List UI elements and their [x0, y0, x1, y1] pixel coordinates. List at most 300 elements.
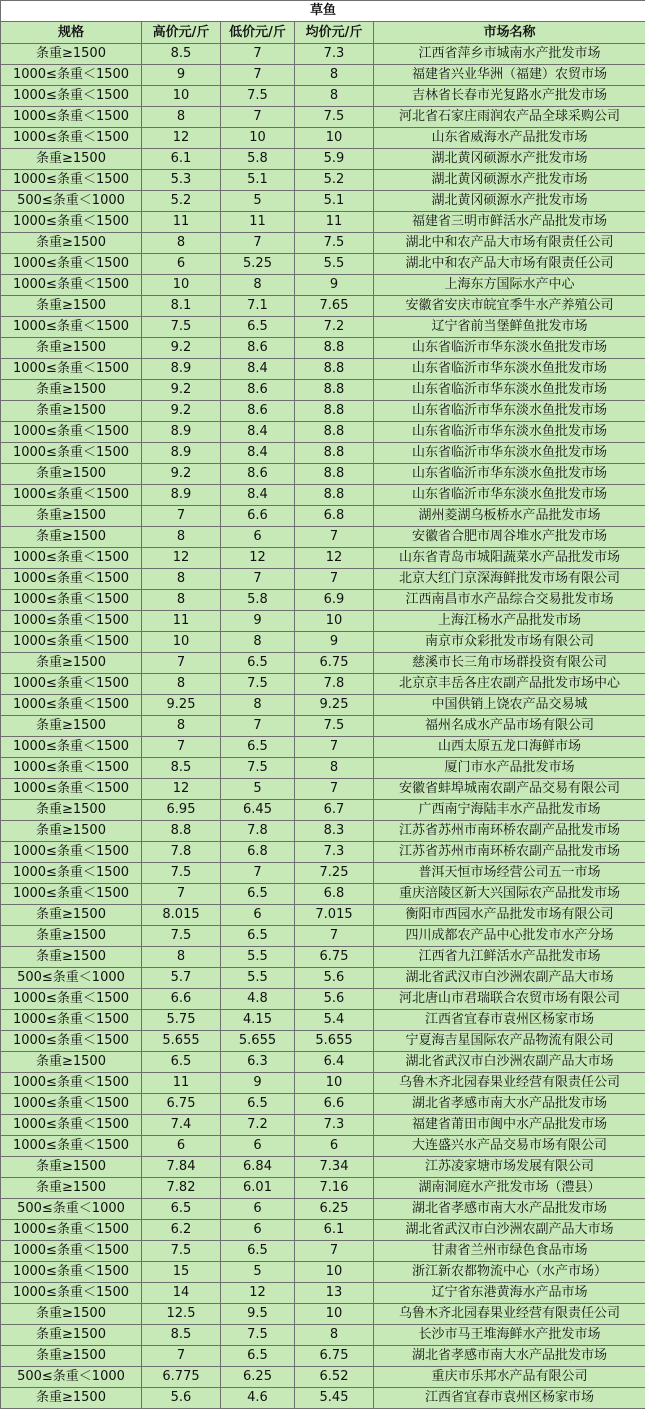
cell-market: 上海东方国际水产中心: [374, 275, 645, 296]
cell-low-price: 4.15: [221, 1010, 295, 1031]
cell-spec: 条重≥1500: [1, 821, 142, 842]
cell-market: 江苏省苏州市南环桥农副产品批发市场: [374, 842, 645, 863]
cell-high-price: 8.8: [142, 821, 221, 842]
cell-spec: 1000≤条重＜1500: [1, 863, 142, 884]
header-spec: 规格: [1, 22, 142, 44]
cell-avg-price: 9: [295, 275, 374, 296]
cell-avg-price: 6.75: [295, 947, 374, 968]
cell-spec: 条重≥1500: [1, 653, 142, 674]
table-row: [1, 674, 645, 695]
cell-market: 湖北黄冈硕源水产批发市场: [374, 191, 645, 212]
cell-low-price: 5.25: [221, 254, 295, 275]
cell-market: 湖北省孝感市南大水产品批发市场: [374, 1199, 645, 1220]
cell-spec: 1000≤条重＜1500: [1, 737, 142, 758]
table-row: [1, 233, 645, 254]
cell-avg-price: 8.8: [295, 338, 374, 359]
cell-low-price: 5.5: [221, 947, 295, 968]
cell-avg-price: 8.8: [295, 464, 374, 485]
cell-spec: 500≤条重＜1000: [1, 1367, 142, 1388]
cell-high-price: 5.6: [142, 1388, 221, 1409]
cell-low-price: 6.5: [221, 317, 295, 338]
cell-high-price: 15: [142, 1262, 221, 1283]
cell-high-price: 6.6: [142, 989, 221, 1010]
table-row: [1, 1010, 645, 1031]
cell-avg-price: 11: [295, 212, 374, 233]
table-row: [1, 947, 645, 968]
cell-spec: 1000≤条重＜1500: [1, 674, 142, 695]
cell-low-price: 6: [221, 1220, 295, 1241]
cell-market: 山东省威海水产品批发市场: [374, 128, 645, 149]
cell-avg-price: 8: [295, 758, 374, 779]
cell-market: 山东省青岛市城阳蔬菜水产品批发市场: [374, 548, 645, 569]
cell-low-price: 4.6: [221, 1388, 295, 1409]
cell-low-price: 8: [221, 275, 295, 296]
cell-avg-price: 5.4: [295, 1010, 374, 1031]
cell-low-price: 7.5: [221, 1325, 295, 1346]
table-row: [1, 968, 645, 989]
cell-low-price: 6.5: [221, 1241, 295, 1262]
table-row: [1, 1178, 645, 1199]
cell-market: 安徽省蚌埠城南农副产品交易有限公司: [374, 779, 645, 800]
cell-low-price: 7: [221, 44, 295, 65]
cell-market: 湖北中和农产品大市场有限责任公司: [374, 233, 645, 254]
cell-market: 江西省宜春市袁州区杨家市场: [374, 1388, 645, 1409]
table-row: [1, 1052, 645, 1073]
cell-market: 山东省临沂市华东淡水鱼批发市场: [374, 401, 645, 422]
table-row: [1, 1199, 645, 1220]
cell-high-price: 9.25: [142, 695, 221, 716]
table-row: [1, 905, 645, 926]
cell-market: 湖北中和农产品大市场有限责任公司: [374, 254, 645, 275]
cell-avg-price: 6.75: [295, 653, 374, 674]
cell-market: 中国供销上饶农产品交易城: [374, 695, 645, 716]
cell-market: 安徽省合肥市周谷堆水产批发市场: [374, 527, 645, 548]
cell-high-price: 7: [142, 737, 221, 758]
cell-avg-price: 7: [295, 926, 374, 947]
table-row: [1, 527, 645, 548]
cell-high-price: 6.5: [142, 1199, 221, 1220]
cell-avg-price: 6.7: [295, 800, 374, 821]
cell-high-price: 8: [142, 569, 221, 590]
cell-low-price: 8.4: [221, 485, 295, 506]
cell-high-price: 8: [142, 674, 221, 695]
cell-market: 福建省三明市鲜活水产品批发市场: [374, 212, 645, 233]
table-row: [1, 1346, 645, 1367]
cell-market: 福建省兴业华洲（福建）农贸市场: [374, 65, 645, 86]
cell-avg-price: 7.65: [295, 296, 374, 317]
cell-spec: 1000≤条重＜1500: [1, 611, 142, 632]
table-row: [1, 590, 645, 611]
cell-market: 南京市众彩批发市场有限公司: [374, 632, 645, 653]
cell-high-price: 9.2: [142, 338, 221, 359]
cell-high-price: 12: [142, 779, 221, 800]
cell-market: 湖北省孝感市南大水产品批发市场: [374, 1094, 645, 1115]
cell-low-price: 8.6: [221, 401, 295, 422]
cell-high-price: 6.1: [142, 149, 221, 170]
table-row: [1, 632, 645, 653]
table-row: [1, 695, 645, 716]
cell-spec: 条重≥1500: [1, 44, 142, 65]
cell-spec: 1000≤条重＜1500: [1, 422, 142, 443]
cell-spec: 1000≤条重＜1500: [1, 65, 142, 86]
cell-avg-price: 8.3: [295, 821, 374, 842]
cell-high-price: 10: [142, 275, 221, 296]
cell-high-price: 8.9: [142, 443, 221, 464]
cell-high-price: 10: [142, 632, 221, 653]
cell-market: 山东省临沂市华东淡水鱼批发市场: [374, 485, 645, 506]
table-row: [1, 506, 645, 527]
table-row: [1, 464, 645, 485]
cell-spec: 1000≤条重＜1500: [1, 989, 142, 1010]
table-row: [1, 863, 645, 884]
cell-market: 江苏省苏州市南环桥农副产品批发市场: [374, 821, 645, 842]
cell-high-price: 8: [142, 233, 221, 254]
cell-market: 湖南洞庭水产批发市场（澧县）: [374, 1178, 645, 1199]
cell-spec: 1000≤条重＜1500: [1, 359, 142, 380]
cell-avg-price: 5.45: [295, 1388, 374, 1409]
cell-spec: 1000≤条重＜1500: [1, 1241, 142, 1262]
table-row: [1, 149, 645, 170]
table-row: [1, 1073, 645, 1094]
cell-spec: 条重≥1500: [1, 1388, 142, 1409]
cell-low-price: 6.3: [221, 1052, 295, 1073]
table-row: [1, 317, 645, 338]
cell-low-price: 5.8: [221, 149, 295, 170]
cell-high-price: 7: [142, 653, 221, 674]
table-row: [1, 779, 645, 800]
cell-market: 甘肃省兰州市绿色食品市场: [374, 1241, 645, 1262]
table-row: [1, 569, 645, 590]
table-row: [1, 1388, 645, 1409]
table-row: [1, 1304, 645, 1325]
cell-low-price: 5: [221, 1262, 295, 1283]
cell-high-price: 5.655: [142, 1031, 221, 1052]
cell-avg-price: 7.015: [295, 905, 374, 926]
cell-low-price: 8.4: [221, 443, 295, 464]
cell-low-price: 8.4: [221, 422, 295, 443]
cell-low-price: 6: [221, 1199, 295, 1220]
cell-market: 重庆市乐邦水产品有限公司: [374, 1367, 645, 1388]
table-row: [1, 884, 645, 905]
table-row: [1, 1136, 645, 1157]
cell-market: 宁夏海吉星国际农产品物流有限公司: [374, 1031, 645, 1052]
cell-avg-price: 5.655: [295, 1031, 374, 1052]
table-body: [1, 44, 645, 1409]
cell-high-price: 11: [142, 611, 221, 632]
cell-spec: 1000≤条重＜1500: [1, 1010, 142, 1031]
cell-market: 山西太原五龙口海鲜市场: [374, 737, 645, 758]
cell-spec: 条重≥1500: [1, 926, 142, 947]
cell-avg-price: 6: [295, 1136, 374, 1157]
cell-spec: 1000≤条重＜1500: [1, 128, 142, 149]
header-row: [1, 22, 645, 44]
cell-low-price: 6.5: [221, 737, 295, 758]
cell-spec: 1000≤条重＜1500: [1, 1136, 142, 1157]
cell-market: 湖北省孝感市南大水产品批发市场: [374, 1346, 645, 1367]
cell-avg-price: 7.25: [295, 863, 374, 884]
table-row: [1, 842, 645, 863]
cell-high-price: 8.5: [142, 1325, 221, 1346]
cell-low-price: 6.5: [221, 1346, 295, 1367]
cell-spec: 1000≤条重＜1500: [1, 569, 142, 590]
cell-high-price: 7: [142, 506, 221, 527]
cell-low-price: 6.25: [221, 1367, 295, 1388]
cell-high-price: 9: [142, 65, 221, 86]
cell-market: 湖北省武汉市白沙洲农副产品大市场: [374, 968, 645, 989]
cell-market: 浙江新农都物流中心（水产市场）: [374, 1262, 645, 1283]
cell-avg-price: 7.8: [295, 674, 374, 695]
cell-avg-price: 7.2: [295, 317, 374, 338]
cell-low-price: 6.5: [221, 653, 295, 674]
cell-market: 慈溪市长三角市场群投资有限公司: [374, 653, 645, 674]
cell-low-price: 6.01: [221, 1178, 295, 1199]
cell-market: 湖州菱湖乌板桥水产品批发市场: [374, 506, 645, 527]
table-row: [1, 1115, 645, 1136]
cell-high-price: 5.75: [142, 1010, 221, 1031]
cell-market: 福建省莆田市闽中水产品批发市场: [374, 1115, 645, 1136]
cell-low-price: 6.5: [221, 1094, 295, 1115]
table-row: [1, 86, 645, 107]
table-row: [1, 926, 645, 947]
cell-spec: 1000≤条重＜1500: [1, 1094, 142, 1115]
cell-low-price: 8.6: [221, 380, 295, 401]
cell-high-price: 7.5: [142, 926, 221, 947]
cell-avg-price: 6.8: [295, 884, 374, 905]
cell-market: 山东省临沂市华东淡水鱼批发市场: [374, 443, 645, 464]
cell-avg-price: 5.1: [295, 191, 374, 212]
cell-avg-price: 8.8: [295, 380, 374, 401]
cell-low-price: 7: [221, 569, 295, 590]
cell-avg-price: 7.3: [295, 1115, 374, 1136]
cell-spec: 1000≤条重＜1500: [1, 317, 142, 338]
cell-high-price: 8: [142, 590, 221, 611]
cell-avg-price: 7.5: [295, 233, 374, 254]
cell-high-price: 8.1: [142, 296, 221, 317]
cell-high-price: 8.015: [142, 905, 221, 926]
table-row: [1, 170, 645, 191]
cell-market: 湖北省武汉市白沙洲农副产品大市场: [374, 1220, 645, 1241]
cell-low-price: 5.8: [221, 590, 295, 611]
cell-high-price: 11: [142, 212, 221, 233]
cell-avg-price: 5.5: [295, 254, 374, 275]
table-row: [1, 128, 645, 149]
cell-market: 河北省石家庄雨润农产品全球采购公司: [374, 107, 645, 128]
cell-spec: 条重≥1500: [1, 149, 142, 170]
table-row: [1, 296, 645, 317]
cell-avg-price: 9: [295, 632, 374, 653]
cell-spec: 500≤条重＜1000: [1, 1199, 142, 1220]
cell-avg-price: 6.52: [295, 1367, 374, 1388]
cell-high-price: 6.775: [142, 1367, 221, 1388]
cell-spec: 1000≤条重＜1500: [1, 170, 142, 191]
cell-spec: 1000≤条重＜1500: [1, 842, 142, 863]
cell-low-price: 6.5: [221, 884, 295, 905]
cell-spec: 1000≤条重＜1500: [1, 1031, 142, 1052]
header-low-price: 低价元/斤: [221, 22, 295, 44]
cell-market: 衡阳市西园水产品批发市场有限公司: [374, 905, 645, 926]
cell-spec: 1000≤条重＜1500: [1, 884, 142, 905]
cell-high-price: 8.9: [142, 359, 221, 380]
cell-high-price: 9.2: [142, 464, 221, 485]
cell-avg-price: 5.6: [295, 968, 374, 989]
cell-spec: 条重≥1500: [1, 1157, 142, 1178]
cell-market: 乌鲁木齐北园春果业经营有限责任公司: [374, 1304, 645, 1325]
cell-low-price: 8: [221, 695, 295, 716]
cell-high-price: 6.75: [142, 1094, 221, 1115]
cell-low-price: 7.8: [221, 821, 295, 842]
table-row: [1, 548, 645, 569]
cell-market: 上海江杨水产品批发市场: [374, 611, 645, 632]
cell-spec: 500≤条重＜1000: [1, 191, 142, 212]
cell-high-price: 5.2: [142, 191, 221, 212]
cell-low-price: 5: [221, 779, 295, 800]
cell-avg-price: 8.8: [295, 401, 374, 422]
table-row: [1, 989, 645, 1010]
cell-spec: 条重≥1500: [1, 947, 142, 968]
cell-low-price: 12: [221, 548, 295, 569]
table-row: [1, 1283, 645, 1304]
cell-spec: 1000≤条重＜1500: [1, 779, 142, 800]
cell-market: 普洱天恒市场经营公司五一市场: [374, 863, 645, 884]
table-row: [1, 107, 645, 128]
table-row: [1, 1094, 645, 1115]
cell-market: 四川成都农产品中心批发市水产分场: [374, 926, 645, 947]
cell-low-price: 6: [221, 527, 295, 548]
cell-spec: 条重≥1500: [1, 401, 142, 422]
cell-low-price: 6.6: [221, 506, 295, 527]
cell-high-price: 7.8: [142, 842, 221, 863]
cell-spec: 条重≥1500: [1, 716, 142, 737]
table-row: [1, 737, 645, 758]
cell-avg-price: 7.34: [295, 1157, 374, 1178]
cell-low-price: 8: [221, 632, 295, 653]
cell-spec: 条重≥1500: [1, 1346, 142, 1367]
table-row: [1, 359, 645, 380]
cell-high-price: 7.5: [142, 317, 221, 338]
table-row: [1, 821, 645, 842]
cell-avg-price: 6.75: [295, 1346, 374, 1367]
cell-avg-price: 7.5: [295, 716, 374, 737]
table-row: [1, 1367, 645, 1388]
table-row: [1, 443, 645, 464]
cell-low-price: 10: [221, 128, 295, 149]
cell-avg-price: 8.8: [295, 359, 374, 380]
cell-market: 广西南宁海陆丰水产品批发市场: [374, 800, 645, 821]
cell-high-price: 8: [142, 527, 221, 548]
cell-low-price: 8.6: [221, 464, 295, 485]
cell-high-price: 7.5: [142, 863, 221, 884]
cell-low-price: 6: [221, 905, 295, 926]
cell-spec: 条重≥1500: [1, 1052, 142, 1073]
cell-market: 辽宁省前当堡鲜鱼批发市场: [374, 317, 645, 338]
table-row: [1, 1241, 645, 1262]
cell-high-price: 7.5: [142, 1241, 221, 1262]
cell-low-price: 11: [221, 212, 295, 233]
cell-avg-price: 6.4: [295, 1052, 374, 1073]
cell-market: 江西省九江鲜活水产品批发市场: [374, 947, 645, 968]
cell-avg-price: 12: [295, 548, 374, 569]
cell-low-price: 12: [221, 1283, 295, 1304]
cell-market: 福州名成水产品市场有限公司: [374, 716, 645, 737]
cell-avg-price: 8.8: [295, 422, 374, 443]
cell-market: 江西省萍乡市城南水产批发市场: [374, 44, 645, 65]
table-row: [1, 1031, 645, 1052]
cell-low-price: 9: [221, 611, 295, 632]
cell-market: 山东省临沂市华东淡水鱼批发市场: [374, 464, 645, 485]
cell-market: 北京京丰岳各庄农副产品批发市场中心: [374, 674, 645, 695]
cell-avg-price: 10: [295, 611, 374, 632]
cell-low-price: 6.45: [221, 800, 295, 821]
cell-market: 山东省临沂市华东淡水鱼批发市场: [374, 422, 645, 443]
cell-low-price: 5: [221, 191, 295, 212]
cell-spec: 条重≥1500: [1, 464, 142, 485]
table-row: [1, 1262, 645, 1283]
cell-spec: 条重≥1500: [1, 905, 142, 926]
cell-low-price: 7.2: [221, 1115, 295, 1136]
cell-spec: 1000≤条重＜1500: [1, 443, 142, 464]
cell-high-price: 8: [142, 947, 221, 968]
cell-spec: 条重≥1500: [1, 1304, 142, 1325]
table-row: [1, 65, 645, 86]
table-row: [1, 1220, 645, 1241]
cell-spec: 1000≤条重＜1500: [1, 485, 142, 506]
cell-high-price: 7: [142, 884, 221, 905]
cell-market: 北京大红门京深海鲜批发市场有限公司: [374, 569, 645, 590]
cell-avg-price: 7.5: [295, 107, 374, 128]
cell-low-price: 8.6: [221, 338, 295, 359]
cell-high-price: 10: [142, 86, 221, 107]
table-row: [1, 611, 645, 632]
cell-avg-price: 10: [295, 1304, 374, 1325]
cell-spec: 条重≥1500: [1, 380, 142, 401]
cell-market: 乌鲁木齐北园春果业经营有限责任公司: [374, 1073, 645, 1094]
cell-high-price: 6.5: [142, 1052, 221, 1073]
table-row: [1, 191, 645, 212]
table-row: [1, 758, 645, 779]
cell-market: 重庆涪陵区新大兴国际农产品批发市场: [374, 884, 645, 905]
cell-avg-price: 8: [295, 1325, 374, 1346]
table-row: [1, 485, 645, 506]
cell-high-price: 6: [142, 1136, 221, 1157]
cell-market: 吉林省长春市光复路水产批发市场: [374, 86, 645, 107]
cell-market: 江西省宜春市袁州区杨家市场: [374, 1010, 645, 1031]
cell-avg-price: 13: [295, 1283, 374, 1304]
cell-avg-price: 8.8: [295, 485, 374, 506]
cell-low-price: 4.8: [221, 989, 295, 1010]
cell-spec: 1000≤条重＜1500: [1, 1220, 142, 1241]
cell-high-price: 5.7: [142, 968, 221, 989]
cell-market: 长沙市马王堆海鲜水产批发市场: [374, 1325, 645, 1346]
cell-market: 江西南昌市水产品综合交易批发市场: [374, 590, 645, 611]
table-row: [1, 422, 645, 443]
cell-low-price: 8.4: [221, 359, 295, 380]
header-high-price: 高价元/斤: [142, 22, 221, 44]
table-row: [1, 1325, 645, 1346]
table-row: [1, 716, 645, 737]
cell-high-price: 11: [142, 1073, 221, 1094]
cell-low-price: 5.1: [221, 170, 295, 191]
table-row: [1, 275, 645, 296]
cell-high-price: 8.5: [142, 758, 221, 779]
cell-high-price: 8: [142, 716, 221, 737]
cell-spec: 条重≥1500: [1, 1178, 142, 1199]
cell-avg-price: 8: [295, 86, 374, 107]
cell-market: 厦门市水产品批发市场: [374, 758, 645, 779]
cell-spec: 1000≤条重＜1500: [1, 632, 142, 653]
table-row: [1, 254, 645, 275]
cell-high-price: 5.3: [142, 170, 221, 191]
cell-high-price: 6.2: [142, 1220, 221, 1241]
